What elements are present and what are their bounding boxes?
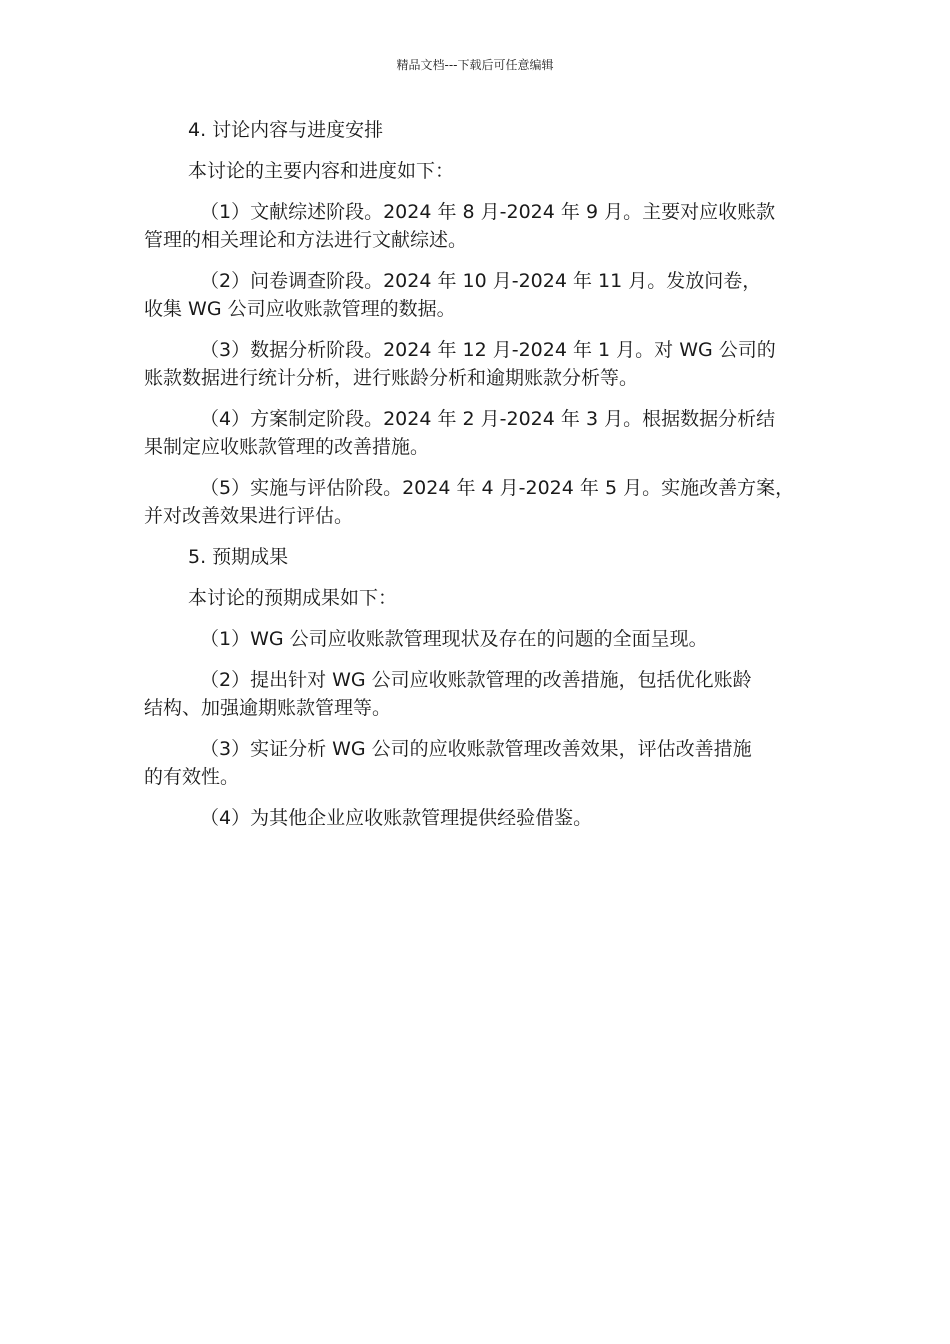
item-text-continued: 果制定应收账款管理的改善措施。 [144,436,430,458]
page-header: 精品文档---下载后可任意编辑 [396,58,554,72]
section-intro-expected-results: 本讨论的预期成果如下： [188,587,398,609]
item-text: （3）实证分析 WG 公司的应收账款管理改善效果，评估改善措施 [200,738,752,760]
result-item [144,804,814,832]
section-heading-expected-results: 5. 预期成果 [188,546,289,568]
item-text-continued: 收集 WG 公司应收账款管理的数据。 [144,298,456,320]
section-heading-schedule: 4. 讨论内容与进度安排 [188,119,384,141]
result-item [144,666,814,722]
item-text-continued: 结构、加强逾期账款管理等。 [144,697,392,719]
result-item [144,625,814,653]
schedule-item [144,474,814,530]
item-text: （2）提出针对 WG 公司应收账款管理的改善措施，包括优化账龄 [200,669,752,691]
item-text: （5）实施与评估阶段。2024 年 4 月-2024 年 5 月。实施改善方案， [200,477,795,499]
item-text-continued: 的有效性。 [144,766,240,788]
item-text-continued: 账款数据进行统计分析，进行账龄分析和逾期账款分析等。 [144,367,639,389]
schedule-item [144,405,814,461]
schedule-item [144,267,814,323]
item-text: （4）为其他企业应收账款管理提供经验借鉴。 [200,807,593,829]
item-text-continued: 并对改善效果进行评估。 [144,505,354,527]
schedule-item [144,336,814,392]
item-text: （4）方案制定阶段。2024 年 2 月-2024 年 3 月。根据数据分析结 [200,408,776,430]
result-item [144,735,814,791]
item-text: （2）问卷调查阶段。2024 年 10 月-2024 年 11 月。发放问卷， [200,270,762,292]
item-text: （3）数据分析阶段。2024 年 12 月-2024 年 1 月。对 WG 公司的 [200,339,776,361]
item-text: （1）WG 公司应收账款管理现状及存在的问题的全面呈现。 [200,628,708,650]
item-text-continued: 管理的相关理论和方法进行文献综述。 [144,229,468,251]
document-body [144,116,814,845]
section-intro-schedule: 本讨论的主要内容和进度如下： [188,160,455,182]
item-text: （1）文献综述阶段。2024 年 8 月-2024 年 9 月。主要对应收账款 [200,201,776,223]
schedule-item [144,198,814,254]
